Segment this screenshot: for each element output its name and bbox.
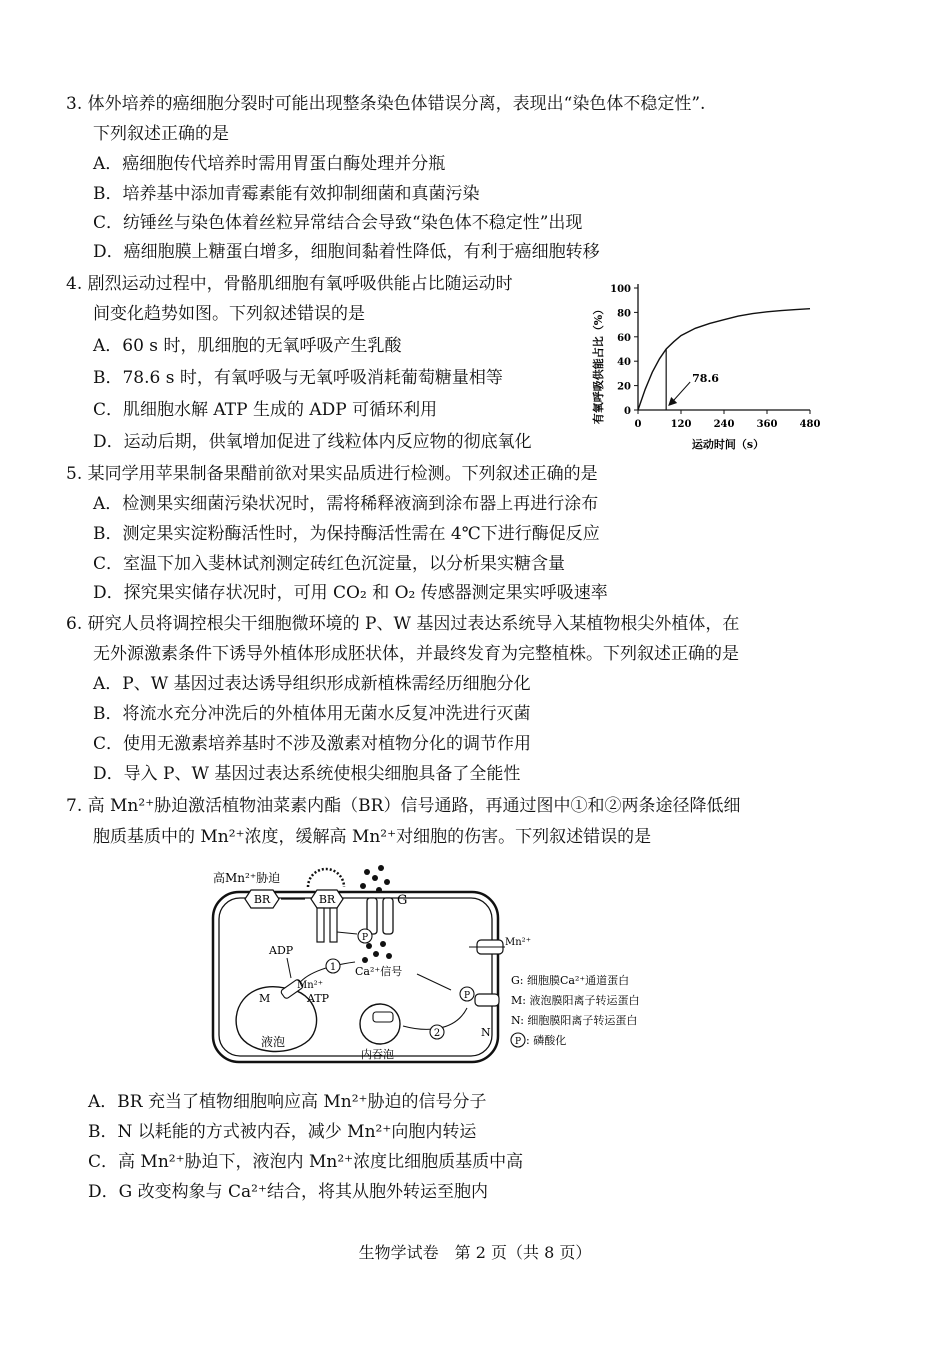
legend-n: N: 细胞膜阳离子转运蛋白: [511, 1014, 638, 1027]
q4-stem-line2: 间变化趋势如图。下列叙述错误的是: [93, 304, 365, 324]
legend-m: M: 液泡膜阳离子转运蛋白: [511, 994, 640, 1007]
calcium-ions-inside: [362, 941, 392, 963]
phospho-label-g: P: [361, 933, 369, 943]
chart-x-tick-label: 240: [713, 419, 735, 430]
legend-p-symbol: P: [514, 1037, 522, 1047]
br-receptor-icon: [308, 869, 344, 887]
q7-stem-line2: 胞质基质中的 Mn²⁺浓度，缓解高 Mn²⁺对细胞的伤害。下列叙述错误的是: [93, 827, 652, 847]
chart-y-axis-label: 有氧呼吸供能占比（%）: [592, 303, 605, 425]
chart-y-tick-label: 20: [617, 381, 631, 393]
q3-option-d: D．癌细胞膜上糖蛋白增多，细胞间黏着性降低，有利于癌细胞转移: [93, 242, 600, 262]
stress-label: 高Mn²⁺胁迫: [213, 871, 281, 885]
q6-option-a: A．P、W 基因过表达诱导组织形成新植株需经历细胞分化: [93, 674, 531, 694]
q5-option-c: C．室温下加入斐林试剂测定砖红色沉淀量，以分析果实糖含量: [93, 554, 566, 574]
q5-option-a: A．检测果实细菌污染状况时，需将稀释液滴到涂布器上再进行涂布: [93, 494, 599, 514]
adp-label: ADP: [269, 944, 294, 957]
calcium-ions-outside: [360, 865, 390, 893]
phospho-label-n: P: [463, 991, 471, 1001]
q4-option-a: A．60 s 时，肌细胞的无氧呼吸产生乳酸: [93, 336, 402, 356]
chart-x-tick-label: 120: [670, 419, 692, 430]
q6-stem-line1: 6. 研究人员将调控根尖干细胞微环境的 P、W 基因过表达系统导入某植物根尖外植体，在: [66, 614, 740, 634]
n-transporter-lower: [475, 994, 499, 1006]
chart-y-tick-label: 40: [617, 357, 631, 369]
q5-stem: 5. 某同学用苹果制备果醋前欲对果实品质进行检测。下列叙述正确的是: [66, 464, 598, 484]
chart-x-axis-label: 运动时间（s）: [691, 438, 765, 451]
br-label-bound: BR: [318, 893, 336, 906]
chart-x-tick-label: 0: [634, 419, 642, 430]
signal-arrow-br-g: [337, 932, 357, 934]
signal-arrow-right: [417, 974, 451, 990]
q3-option-a: A．癌细胞传代培养时需用胃蛋白酶处理并分瓶: [93, 154, 446, 174]
q6-option-b: B．将流水充分冲洗后的外植体用无菌水反复冲洗进行灭菌: [93, 704, 531, 724]
q7-option-b: B．N 以耗能的方式被内吞，减少 Mn²⁺向胞内转运: [88, 1122, 477, 1142]
q5-option-d: D．探究果实储存状况时，可用 CO₂ 和 O₂ 传感器测定果实呼吸速率: [93, 583, 608, 603]
q7-option-a: A．BR 充当了植物细胞响应高 Mn²⁺胁迫的信号分子: [88, 1092, 487, 1112]
chart-y-ticks: [610, 284, 638, 417]
q7-option-d: D．G 改变构象与 Ca²⁺结合，将其从胞外转运至胞内: [88, 1182, 488, 1202]
atp-label: ATP: [307, 992, 330, 1005]
pathway1-label: 1: [329, 962, 337, 973]
q4-option-d: D．运动后期，供氧增加促进了线粒体内反应物的彻底氧化: [93, 432, 532, 452]
q3-stem-line1: 3. 体外培养的癌细胞分裂时可能出现整条染色体错误分离，表现出“染色体不稳定性”.: [66, 94, 706, 114]
adp-arrow: [287, 958, 291, 978]
chart-x-tick-label: 360: [756, 419, 778, 430]
chart-y-tick-label: 0: [624, 406, 631, 417]
q4-stem-line1: 4. 剧烈运动过程中，骨骼肌细胞有氧呼吸供能占比随运动时: [66, 274, 513, 294]
chart-x-ticks: [635, 410, 821, 430]
calcium-signal-label: Ca²⁺信号: [355, 965, 403, 978]
mn-ion-label-outside: Mn²⁺: [505, 937, 531, 948]
q6-stem-line2: 无外源激素条件下诱导外植体形成胚状体，并最终发育为完整植株。下列叙述正确的是: [93, 644, 739, 664]
endosome-membrane: [360, 1004, 400, 1044]
br-receptor-stem-left: [317, 908, 324, 942]
q3-stem-line2: 下列叙述正确的是: [93, 124, 229, 144]
chart-y-tick-label: 100: [610, 284, 631, 295]
q7-option-c: C．高 Mn²⁺胁迫下，液泡内 Mn²⁺浓度比细胞质基质中高: [88, 1152, 524, 1172]
chart-x-tick-label: 480: [799, 419, 821, 430]
chart-annotation-arrow: [672, 382, 690, 402]
q3-option-b: B．培养基中添加青霉素能有效抑制细菌和真菌污染: [93, 184, 480, 204]
q4-option-b: B．78.6 s 时，有氧呼吸与无氧呼吸消耗葡萄糖量相等: [93, 368, 503, 388]
chart-axes: [638, 284, 810, 410]
legend-p: : 磷酸化: [526, 1034, 567, 1047]
q3-option-c: C．纺锤丝与染色体着丝粒异常结合会导致“染色体不稳定性”出现: [93, 213, 583, 233]
chart-annotation-label: 78.6: [692, 372, 719, 385]
br-label-free: BR: [253, 893, 271, 906]
g-channel-label: G: [397, 893, 408, 908]
endosome-n-transporter: [373, 1012, 393, 1022]
q4-option-c: C．肌细胞水解 ATP 生成的 ADP 可循环利用: [93, 400, 438, 420]
q7-stem-line1: 7. 高 Mn²⁺胁迫激活植物油菜素内酯（BR）信号通路，再通过图中①和②两条途径降低细: [66, 796, 741, 816]
q6-option-d: D．导入 P、W 基因过表达系统使根尖细胞具备了全能性: [93, 764, 521, 784]
chart-y-tick-label: 60: [617, 332, 631, 344]
pathway2-label: 2: [433, 1028, 441, 1039]
endosome-label: 内吞泡: [361, 1048, 394, 1061]
mn-stress-cell-diagram: [205, 862, 705, 1072]
aerobic-ratio-chart: [588, 276, 838, 456]
page-footer: 生物学试卷 第 2 页（共 8 页）: [358, 1243, 592, 1262]
q6-option-c: C．使用无激素培养基时不涉及激素对植物分化的调节作用: [93, 734, 532, 754]
n-label: N: [481, 1026, 491, 1039]
g-channel-right: [383, 898, 393, 934]
chart-y-tick-label: 80: [617, 308, 631, 320]
g-channel-left: [367, 898, 377, 934]
vacuole-label: 液泡: [261, 1035, 286, 1049]
q5-option-b: B．测定果实淀粉酶活性时，为保持酶活性需在 4℃下进行酶促反应: [93, 524, 600, 544]
chart-series-line: [638, 309, 810, 410]
legend-g: G: 细胞膜Ca²⁺通道蛋白: [511, 974, 630, 987]
m-label: M: [259, 992, 271, 1005]
mn-ion-label-vacuole: Mn²⁺: [297, 980, 323, 991]
br-receptor-stem-right: [330, 908, 337, 942]
